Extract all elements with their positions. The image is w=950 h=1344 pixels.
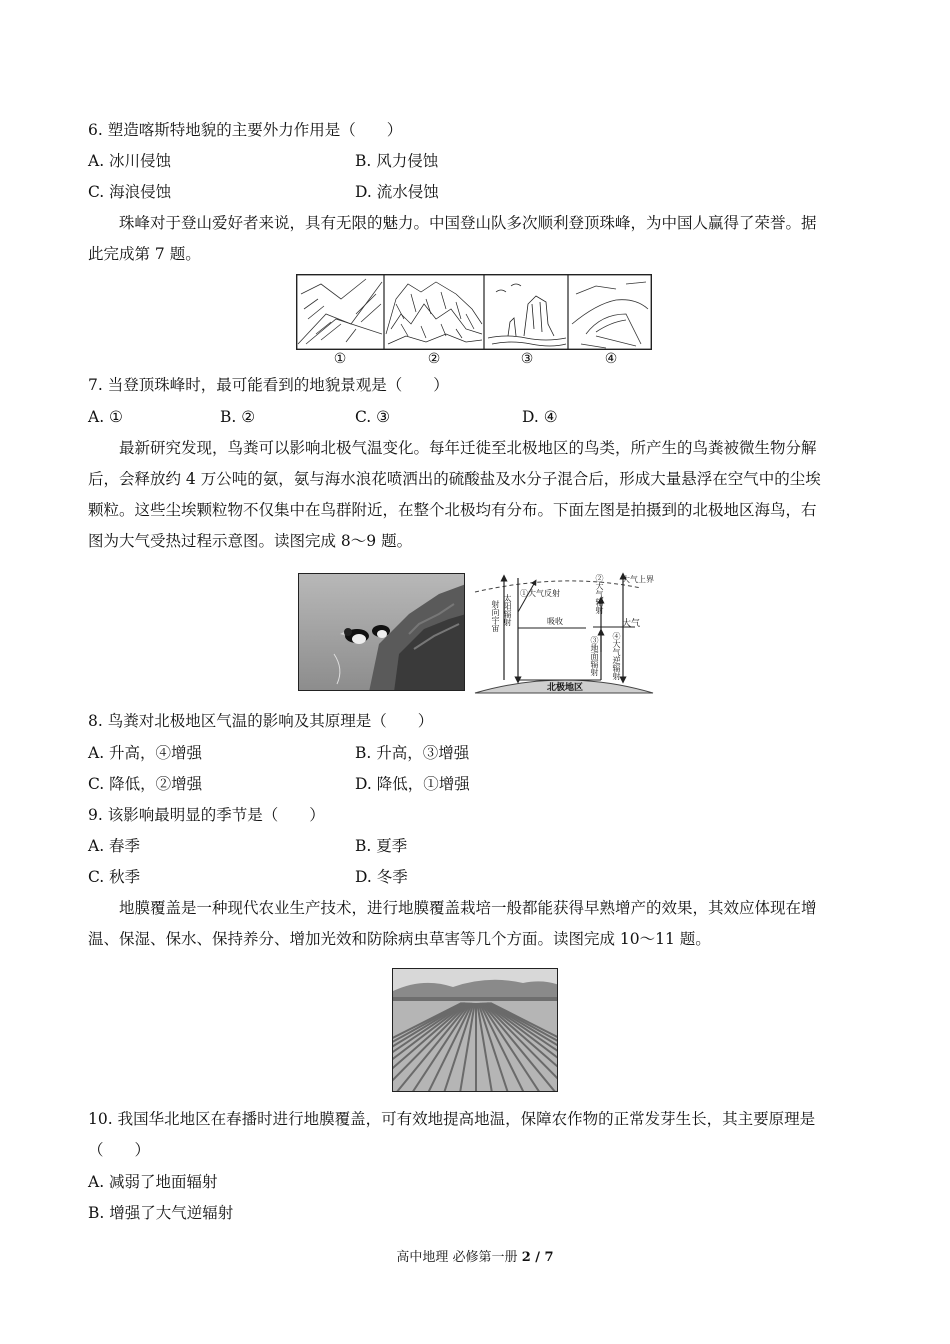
q10-option-a: A. 减弱了地面辐射 [88, 1173, 218, 1191]
q9-option-c: C. 秋季 [88, 868, 141, 886]
q6-option-d: D. 流水侵蚀 [355, 183, 439, 201]
q9-stem: 9. 该影响最明显的季节是（ ） [88, 806, 325, 824]
seabird-photo-art [299, 574, 465, 691]
landform-figure [296, 274, 652, 370]
page-number: 2 / 7 [521, 1250, 554, 1265]
q6-option-c: C. 海浪侵蚀 [88, 183, 172, 201]
q9-option-b: B. 夏季 [355, 837, 408, 855]
q7-option-a: A. ① [88, 408, 123, 426]
q8-option-a: A. 升高，④增强 [88, 744, 203, 762]
q7-option-b: B. ② [220, 408, 256, 426]
q6-option-a: A. 冰川侵蚀 [88, 152, 172, 170]
diagram-reflect-label: ①大气反射 [520, 589, 560, 598]
diagram-region-label: 北极地区 [547, 683, 584, 693]
landform-label-4: ④ [604, 351, 618, 367]
q9-option-a: A. 春季 [88, 837, 141, 855]
diagram-atm-label: 大气 [622, 619, 641, 629]
q10-stem-bracket: （ ） [88, 1141, 151, 1159]
q8-option-c: C. 降低，②增强 [88, 775, 203, 793]
diagram-space-label: 射向宇宙 [491, 600, 500, 632]
passage8-line2: 后，会释放约 4 万公吨的氨，氨与海水浪花喷洒出的硫酸盐及水分子混合后，形成大量悬浮在空气中的尘埃 [88, 470, 821, 488]
passage10-line2: 温、保湿、保水、保持养分、增加光效和防除病虫草害等几个方面。读图完成 10～11 题。 [88, 930, 711, 948]
landform-label-2: ② [427, 351, 441, 367]
diagram-ground-label: ③地面辐射 [590, 636, 599, 676]
diagram-top-label: 大气上界 [622, 575, 654, 584]
q7-option-d: D. ④ [522, 408, 558, 426]
q8-option-d: D. 降低，①增强 [355, 775, 470, 793]
passage7-line2: 此完成第 7 题。 [88, 245, 201, 263]
passage10-line1: 地膜覆盖是一种现代农业生产技术，进行地膜覆盖栽培一般都能获得早熟增产的效果，其效应体现在增 [119, 899, 817, 917]
mulch-field-art [393, 969, 558, 1092]
q7-stem: 7. 当登顶珠峰时，最可能看到的地貌景观是（ ） [88, 376, 449, 394]
diagram-atmrad-label: ②大气辐射 [595, 574, 604, 614]
landform-label-3: ③ [520, 351, 534, 367]
seabird-photo [298, 573, 465, 691]
diagram-counter-label: ④大气逆辐射 [612, 632, 621, 680]
landform-label-1: ① [333, 351, 347, 367]
landform-sketches [296, 274, 652, 350]
q8-stem: 8. 鸟粪对北极地区气温的影响及其原理是（ ） [88, 712, 434, 730]
q10-stem: 10. 我国华北地区在春播时进行地膜覆盖，可有效地提高地温，保障农作物的正常发芽生长，其主要原理是 [88, 1110, 816, 1128]
q6-stem: 6. 塑造喀斯特地貌的主要外力作用是（ ） [88, 121, 403, 139]
mulch-field-photo [392, 968, 558, 1092]
diagram-absorb-label: 吸收 [547, 617, 563, 626]
passage8-line1: 最新研究发现，鸟粪可以影响北极气温变化。每年迁徙至北极地区的鸟类，所产生的鸟粪被微生物分解 [119, 439, 817, 457]
diagram-solar-label: 太阳辐射 [503, 594, 512, 626]
passage8-line4: 图为大气受热过程示意图。读图完成 8～9 题。 [88, 532, 413, 550]
passage8-line3: 颗粒。这些尘埃颗粒物不仅集中在鸟群附近，在整个北极均有分布。下面左图是拍摄到的北极地区海鸟，右 [88, 501, 817, 519]
heating-diagram-lines [473, 572, 658, 694]
q7-option-c: C. ③ [355, 408, 391, 426]
q10-option-b: B. 增强了大气逆辐射 [88, 1204, 234, 1222]
passage7-line1: 珠峰对于登山爱好者来说，具有无限的魅力。中国登山队多次顺利登顶珠峰，为中国人赢得了荣誉。据 [119, 214, 817, 232]
q8-option-b: B. 升高，③增强 [355, 744, 470, 762]
heating-diagram [473, 572, 658, 694]
footer-title: 高中地理 必修第一册 [396, 1250, 522, 1265]
q9-option-d: D. 冬季 [355, 868, 408, 886]
q6-option-b: B. 风力侵蚀 [355, 152, 439, 170]
page-footer [0, 1246, 950, 1265]
